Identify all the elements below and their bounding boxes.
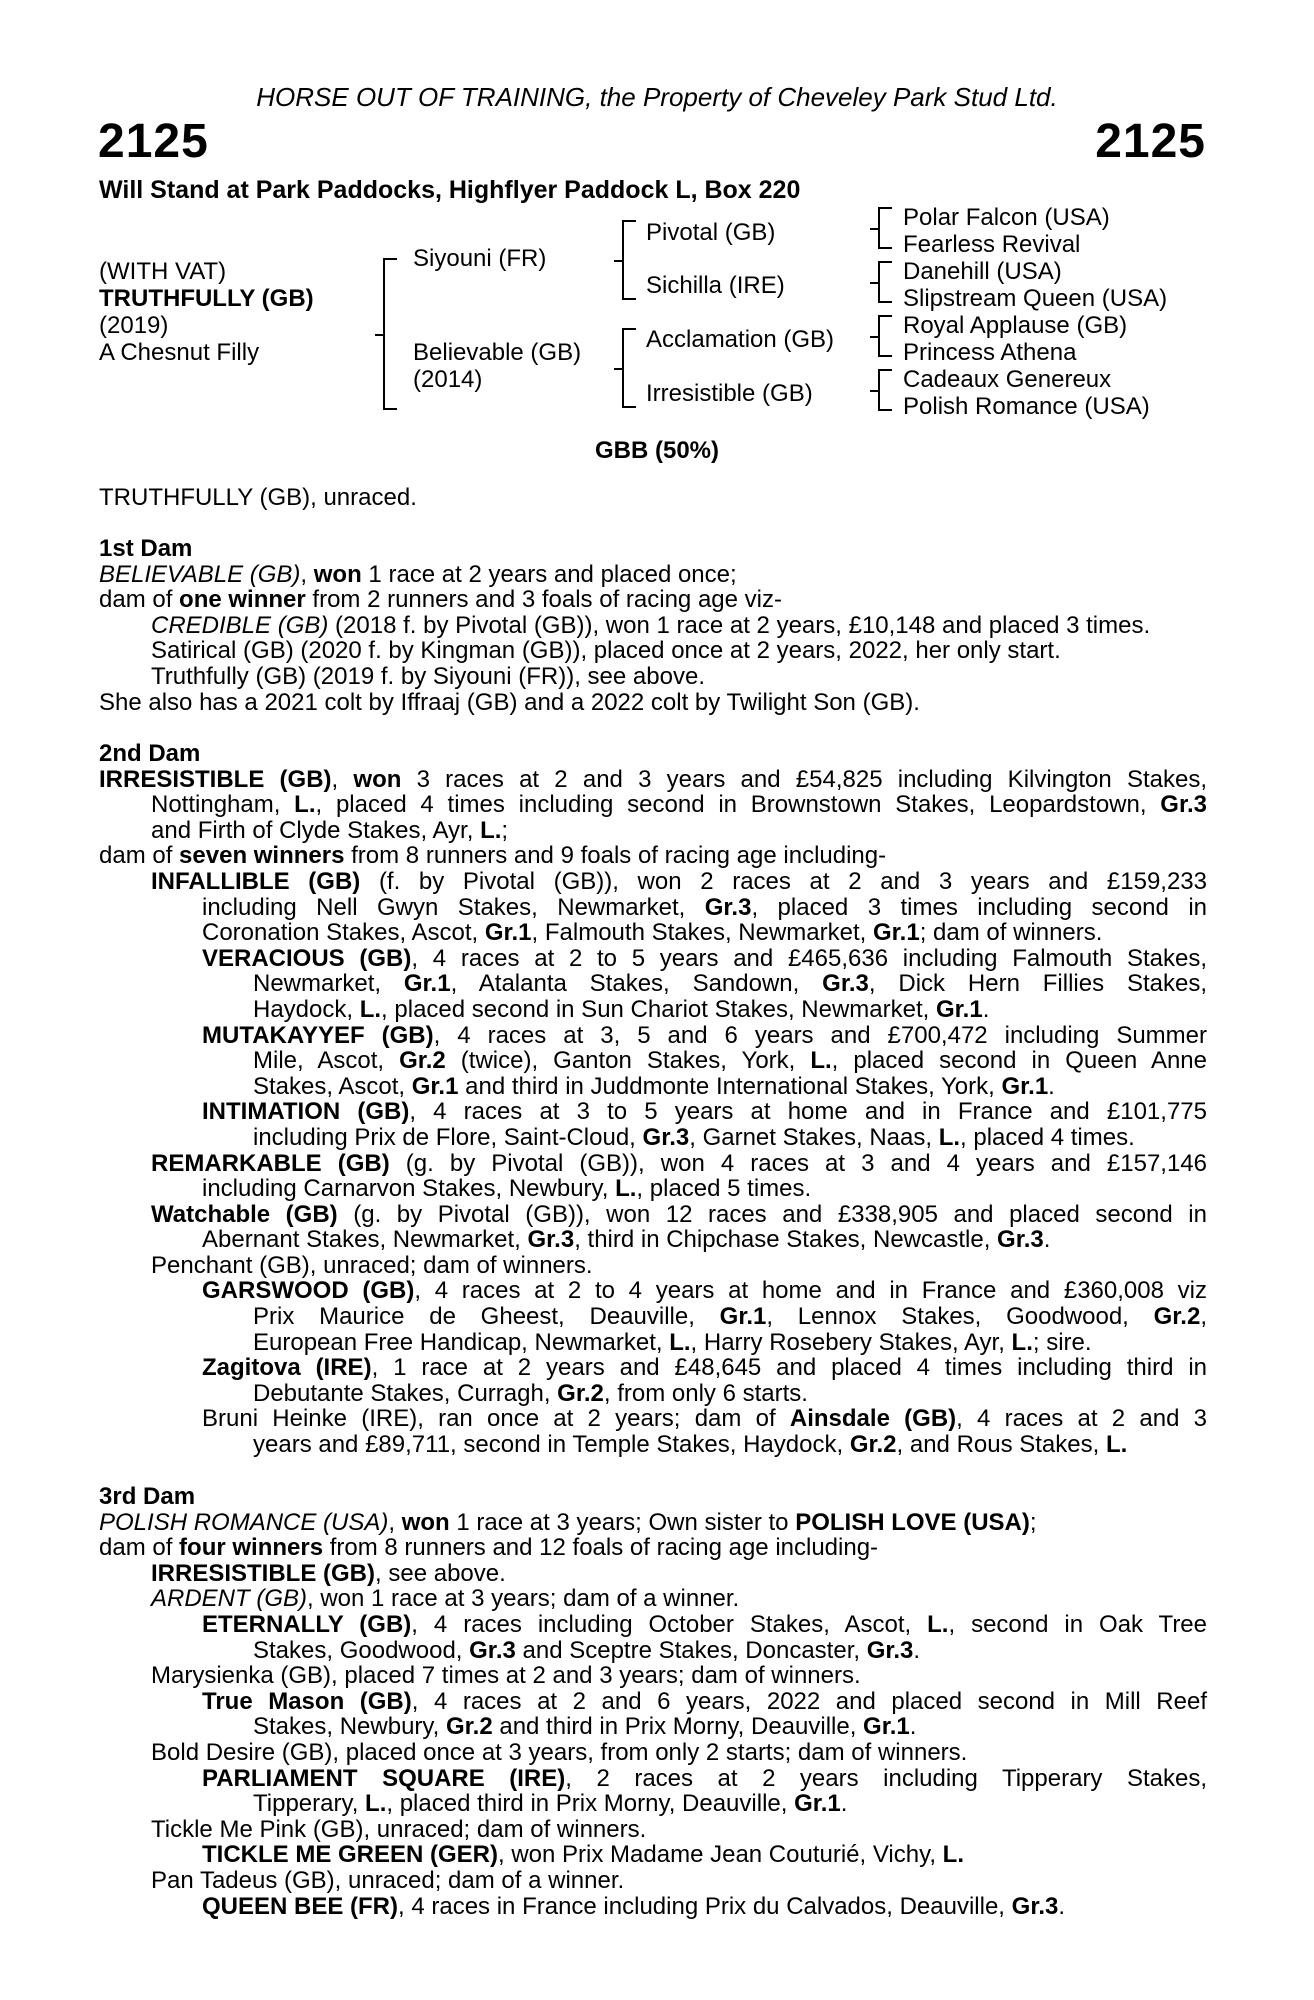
- progeny-line: MUTAKAYYEF (GB), 4 races at 3, 5 and 6 years and £700,472 including Summer: [202, 1021, 1207, 1049]
- progeny-line: GARSWOOD (GB), 4 races at 2 to 4 years at home and in France and £360,008 viz: [202, 1277, 1207, 1305]
- progeny-line: ARDENT (GB), won 1 race at 3 years; dam of a winner.: [151, 1585, 740, 1613]
- intro-line: TRUTHFULLY (GB), unraced.: [99, 484, 417, 511]
- progeny-line: VERACIOUS (GB), 4 races at 2 to 5 years and £465,636 including Falmouth Stakes,: [202, 944, 1208, 972]
- dam-sire: Acclamation (GB): [646, 326, 835, 353]
- progeny-line: Tipperary, L., placed third in Prix Morny, Deauville, Gr.1.: [253, 1790, 848, 1818]
- progeny-line: Coronation Stakes, Ascot, Gr.1, Falmouth Stakes, Newmarket, Gr.1; dam of winners.: [202, 919, 1103, 947]
- progeny-line: Pan Tadeus (GB), unraced; dam of a winner.: [151, 1866, 625, 1894]
- pedigree-brace: [878, 369, 892, 411]
- lot-number-left: 2125: [98, 115, 209, 168]
- horse-description: A Chesnut Filly: [99, 339, 260, 366]
- progeny-line: Bold Desire (GB), placed once at 3 years, from only 2 starts; dam of winners.: [151, 1738, 968, 1766]
- progeny-line: CREDIBLE (GB) (2018 f. by Pivotal (GB)), won 1 race at 2 years, £10,148 and placed 3 times.: [151, 611, 1151, 639]
- horse-name: TRUTHFULLY (GB): [99, 285, 314, 312]
- dam-line: BELIEVABLE (GB), won 1 race at 2 years and placed once;: [99, 560, 737, 588]
- vat-note: (WITH VAT): [99, 258, 227, 285]
- pedigree-brace: [878, 315, 892, 357]
- sire: Siyouni (FR): [413, 245, 547, 272]
- progeny-line: QUEEN BEE (FR), 4 races in France including Prix du Calvados, Deauville, Gr.3.: [202, 1892, 1066, 1920]
- dam-sire-sire: Royal Applause (GB): [903, 312, 1128, 339]
- section-heading: 3rd Dam: [99, 1483, 196, 1510]
- dam-line: She also has a 2021 colt by Iffraaj (GB) and a 2022 colt by Twilight Son (GB).: [99, 688, 920, 716]
- sire-sire-sire: Polar Falcon (USA): [903, 204, 1110, 231]
- progeny-line: Stakes, Goodwood, Gr.3 and Sceptre Stakes, Doncaster, Gr.3.: [253, 1636, 921, 1664]
- sire-dam-sire: Danehill (USA): [903, 258, 1062, 285]
- pedigree-brace: [383, 258, 397, 410]
- dam-line: Nottingham, L., placed 4 times including second in Brownstown Stakes, Leopardstown, Gr.3: [151, 791, 1207, 819]
- progeny-line: PARLIAMENT SQUARE (IRE), 2 races at 2 years including Tipperary Stakes,: [202, 1764, 1207, 1792]
- progeny-line: Stakes, Ascot, Gr.1 and third in Juddmonte International Stakes, York, Gr.1.: [253, 1072, 1055, 1100]
- first-dam-section: [99, 536, 1207, 715]
- dam-dam-dam: Polish Romance (USA): [903, 393, 1150, 420]
- progeny-line: IRRESISTIBLE (GB), see above.: [151, 1559, 506, 1587]
- progeny-line: Prix Maurice de Gheest, Deauville, Gr.1, Lennox Stakes, Goodwood, Gr.2,: [253, 1303, 1207, 1331]
- progeny-line: years and £89,711, second in Temple Stakes, Haydock, Gr.2, and Rous Stakes, L.: [253, 1431, 1128, 1459]
- progeny-line: Debutante Stakes, Curragh, Gr.2, from only 6 starts.: [253, 1379, 808, 1407]
- dam-line: dam of four winners from 8 runners and 12 foals of racing age including-: [99, 1534, 879, 1562]
- progeny-line: Marysienka (GB), placed 7 times at 2 and 3 years; dam of winners.: [151, 1662, 861, 1690]
- sire-dam-dam: Slipstream Queen (USA): [903, 285, 1168, 312]
- progeny-line: Satirical (GB) (2020 f. by Kingman (GB)), placed once at 2 years, 2022, her only start.: [151, 637, 1061, 665]
- second-dam-section: [99, 741, 1207, 1458]
- pedigree-brace: [622, 328, 636, 408]
- section-heading: 2nd Dam: [99, 740, 201, 767]
- dam-dam: Irresistible (GB): [646, 380, 813, 407]
- sire-sire-dam: Fearless Revival: [903, 231, 1081, 258]
- dam-line: POLISH ROMANCE (USA), won 1 race at 3 years; Own sister to POLISH LOVE (USA);: [99, 1508, 1037, 1536]
- progeny-line: TICKLE ME GREEN (GER), won Prix Madame Jean Couturié, Vichy, L.: [202, 1841, 964, 1869]
- stand-location: Will Stand at Park Paddocks, Highflyer Paddock L, Box 220: [99, 176, 801, 204]
- sire-dam: Sichilla (IRE): [646, 272, 785, 299]
- section-heading: 1st Dam: [99, 535, 193, 562]
- sire-sire: Pivotal (GB): [646, 219, 776, 246]
- third-dam-section: [99, 1484, 1207, 1919]
- dam-year: (2014): [413, 366, 483, 393]
- dam-dam-sire: Cadeaux Genereux: [903, 366, 1112, 393]
- progeny-line: Watchable (GB) (g. by Pivotal (GB)), won 12 races and £338,905 and placed second in: [151, 1200, 1207, 1228]
- progeny-line: European Free Handicap, Newmarket, L., Harry Rosebery Stakes, Ayr, L.; sire.: [253, 1328, 1092, 1356]
- dam-sire-dam: Princess Athena: [903, 339, 1077, 366]
- progeny-line: Bruni Heinke (IRE), ran once at 2 years; dam of Ainsdale (GB), 4 races at 2 and 3: [202, 1405, 1207, 1433]
- progeny-line: ETERNALLY (GB), 4 races including October Stakes, Ascot, L., second in Oak Tree: [202, 1610, 1208, 1638]
- pedigree-brace: [878, 207, 892, 249]
- dam-line: and Firth of Clyde Stakes, Ayr, L.;: [151, 816, 509, 844]
- progeny-line: True Mason (GB), 4 races at 2 and 6 years, 2022 and placed second in Mill Reef: [202, 1687, 1207, 1715]
- progeny-line: INFALLIBLE (GB) (f. by Pivotal (GB)), won 2 races at 2 and 3 years and £159,233: [151, 867, 1208, 895]
- progeny-line: Penchant (GB), unraced; dam of winners.: [151, 1251, 593, 1279]
- progeny-line: Haydock, L., placed second in Sun Chariot Stakes, Newmarket, Gr.1.: [253, 995, 990, 1023]
- progeny-line: including Prix de Flore, Saint-Cloud, Gr.3, Garnet Stakes, Naas, L., placed 4 times.: [253, 1123, 1135, 1151]
- progeny-line: Zagitova (IRE), 1 race at 2 years and £48,645 and placed 4 times including third in: [202, 1354, 1207, 1382]
- lot-number-right: 2125: [1095, 115, 1206, 168]
- progeny-line: Newmarket, Gr.1, Atalanta Stakes, Sandown, Gr.3, Dick Hern Fillies Stakes,: [253, 970, 1207, 998]
- progeny-line: Stakes, Newbury, Gr.2 and third in Prix Morny, Deauville, Gr.1.: [253, 1713, 917, 1741]
- progeny-line: Abernant Stakes, Newmarket, Gr.3, third in Chipchase Stakes, Newcastle, Gr.3.: [202, 1226, 1051, 1254]
- dam: Believable (GB): [413, 339, 582, 366]
- dam-line: IRRESISTIBLE (GB), won 3 races at 2 and 3 years and £54,825 including Kilvington Stakes,: [99, 765, 1207, 793]
- progeny-line: INTIMATION (GB), 4 races at 3 to 5 years at home and in France and £101,775: [202, 1098, 1207, 1126]
- progeny-line: REMARKABLE (GB) (g. by Pivotal (GB)), won 4 races at 3 and 4 years and £157,146: [151, 1149, 1208, 1177]
- progeny-line: Truthfully (GB) (2019 f. by Siyouni (FR)), see above.: [151, 662, 705, 690]
- lot-header-title: HORSE OUT OF TRAINING, the Property of Cheveley Park Stud Ltd.: [256, 82, 1058, 112]
- pedigree-brace: [622, 220, 636, 300]
- dam-line: dam of seven winners from 8 runners and 9 foals of racing age including-: [99, 842, 887, 870]
- progeny-line: Tickle Me Pink (GB), unraced; dam of winners.: [151, 1815, 647, 1843]
- progeny-line: including Carnarvon Stakes, Newbury, L., placed 5 times.: [202, 1175, 812, 1203]
- pedigree-brace: [878, 261, 892, 303]
- progeny-line: including Nell Gwyn Stakes, Newmarket, Gr.3, placed 3 times including second in: [202, 893, 1207, 921]
- dam-line: dam of one winner from 2 runners and 3 foals of racing age viz-: [99, 586, 782, 614]
- progeny-line: Mile, Ascot, Gr.2 (twice), Ganton Stakes, York, L., placed second in Queen Anne: [253, 1047, 1207, 1075]
- gbb-percentage: GBB (50%): [594, 437, 720, 464]
- horse-year: (2019): [99, 312, 169, 339]
